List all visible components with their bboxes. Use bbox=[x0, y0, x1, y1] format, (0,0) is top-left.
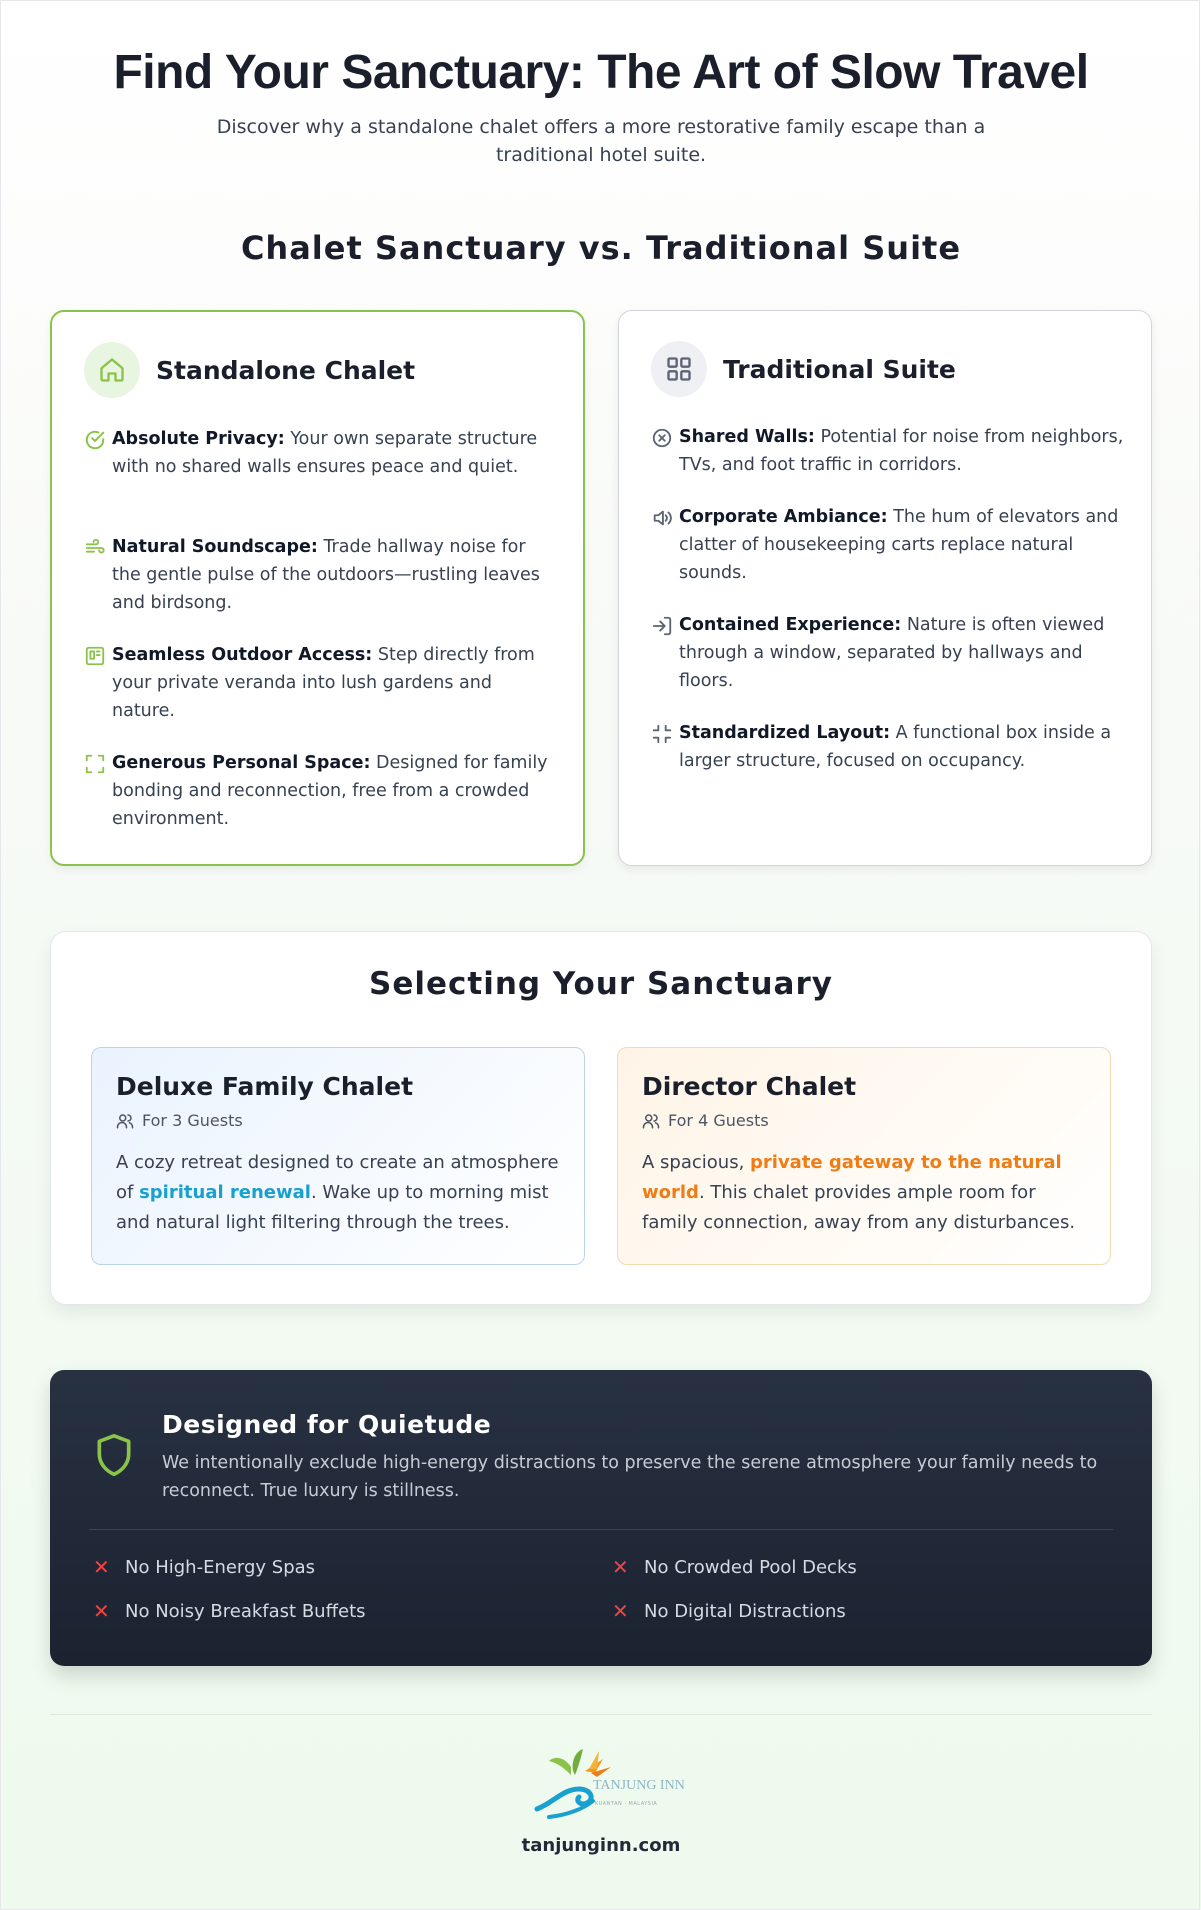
room-description bbox=[116, 1148, 560, 1238]
exclusion-item bbox=[612, 1599, 846, 1623]
room-description-highlight: spiritual renewal bbox=[139, 1182, 311, 1203]
divider bbox=[89, 1529, 1113, 1530]
suite-card bbox=[618, 310, 1152, 866]
users-icon bbox=[116, 1112, 134, 1130]
close-icon: ✕ bbox=[612, 1599, 629, 1623]
suite-card-title: Traditional Suite bbox=[723, 354, 956, 384]
chalet-feature bbox=[84, 425, 559, 481]
room-selection-card bbox=[50, 931, 1152, 1305]
chalet-card bbox=[50, 310, 585, 866]
suite-card-header bbox=[651, 341, 956, 397]
room-name: Director Chalet bbox=[642, 1072, 857, 1101]
close-icon: ✕ bbox=[93, 1555, 110, 1579]
footer-divider bbox=[50, 1714, 1152, 1715]
logo-tagline: KUANTAN · MALAYSIA bbox=[595, 1801, 658, 1807]
room-description-text: . This chalet provides ample room for family connection, away from any disturbances. bbox=[642, 1182, 1076, 1233]
page-subtitle: Discover why a standalone chalet offers a more restorative family escape than a traditional hotel suite. bbox=[216, 116, 986, 166]
feature-text: Potential for noise from neighbors, TVs, and foot traffic in corridors. bbox=[679, 427, 1124, 475]
room-name: Deluxe Family Chalet bbox=[116, 1072, 414, 1101]
shrink-icon bbox=[651, 723, 679, 775]
chalet-feature bbox=[84, 641, 559, 725]
exclusion-item bbox=[93, 1555, 315, 1579]
room-card-director-chalet[interactable] bbox=[617, 1047, 1111, 1265]
exclusion-label: No Digital Distractions bbox=[644, 1600, 846, 1622]
page-title: Find Your Sanctuary: The Art of Slow Travel bbox=[113, 46, 1089, 99]
chalet-card-header bbox=[84, 342, 415, 398]
feature-text: A functional box inside a larger structure, focused on occupancy. bbox=[679, 723, 1112, 771]
close-icon: ✕ bbox=[93, 1599, 110, 1623]
feature-title: Seamless Outdoor Access: bbox=[112, 645, 373, 665]
room-description bbox=[642, 1148, 1086, 1238]
feature-title: Standardized Layout: bbox=[679, 723, 891, 743]
exclusion-item bbox=[93, 1599, 366, 1623]
suite-feature bbox=[651, 423, 1126, 479]
suite-feature bbox=[651, 611, 1126, 695]
room-description-text: A cozy retreat designed to create an atmosphere of bbox=[116, 1152, 559, 1203]
feature-title: Generous Personal Space: bbox=[112, 753, 371, 773]
feature-title: Contained Experience: bbox=[679, 615, 902, 635]
home-icon bbox=[84, 342, 140, 398]
quietude-description: We intentionally exclude high-energy distractions to preserve the serene atmosphere your family needs to reconnect. True luxury is stillness. bbox=[162, 1453, 1098, 1501]
feature-text: Trade hallway noise for the gentle pulse of the outdoors—rustling leaves and birdsong. bbox=[112, 537, 540, 613]
quietude-panel bbox=[50, 1370, 1152, 1666]
room-guests-label: For 4 Guests bbox=[668, 1111, 769, 1130]
suite-feature bbox=[651, 719, 1126, 775]
x-circle-icon bbox=[651, 427, 679, 479]
quietude-title: Designed for Quietude bbox=[162, 1410, 492, 1439]
room-card-deluxe-family-chalet[interactable] bbox=[91, 1047, 585, 1265]
exclusion-label: No Noisy Breakfast Buffets bbox=[125, 1600, 366, 1622]
room-description-text: A spacious, bbox=[642, 1152, 751, 1173]
log-in-icon bbox=[651, 615, 679, 695]
chalet-feature bbox=[84, 533, 559, 617]
site-link[interactable]: tanjunginn.com bbox=[521, 1835, 681, 1856]
volume-icon bbox=[651, 507, 679, 587]
feature-text: Nature is often viewed through a window, separated by hallways and floors. bbox=[679, 615, 1105, 691]
room-description-highlight: private gateway to the natural world bbox=[642, 1152, 1062, 1203]
feature-text: The hum of elevators and clatter of housekeeping carts replace natural sounds. bbox=[679, 507, 1119, 583]
close-icon: ✕ bbox=[612, 1555, 629, 1579]
exclusion-label: No Crowded Pool Decks bbox=[644, 1556, 857, 1578]
chalet-feature bbox=[84, 749, 559, 833]
logo-text: TANJUNG INN bbox=[593, 1778, 685, 1793]
room-guests bbox=[642, 1111, 1086, 1130]
comparison-title: Chalet Sanctuary vs. Traditional Suite bbox=[240, 229, 962, 267]
feature-title: Shared Walls: bbox=[679, 427, 815, 447]
room-description-text: . Wake up to morning mist and natural light filtering through the trees. bbox=[116, 1182, 549, 1233]
feature-text: Designed for family bonding and reconnection, free from a crowded environment. bbox=[112, 753, 548, 829]
feature-text: Step directly from your private veranda into lush gardens and nature. bbox=[112, 645, 535, 721]
feature-title: Natural Soundscape: bbox=[112, 537, 318, 557]
users-icon bbox=[642, 1112, 660, 1130]
chalet-card-title: Standalone Chalet bbox=[156, 355, 416, 385]
check-circle-icon bbox=[84, 429, 112, 481]
exclusion-item bbox=[612, 1555, 857, 1579]
exclusion-label: No High-Energy Spas bbox=[125, 1556, 316, 1578]
expand-icon bbox=[84, 753, 112, 833]
feature-text: Your own separate structure with no shared walls ensures peace and quiet. bbox=[112, 429, 538, 477]
grid-icon bbox=[651, 341, 707, 397]
layout-icon bbox=[84, 645, 112, 725]
tanjung-inn-logo bbox=[533, 1745, 685, 1831]
room-guests bbox=[116, 1111, 560, 1130]
selection-title: Selecting Your Sanctuary bbox=[369, 966, 833, 1002]
room-guests-label: For 3 Guests bbox=[142, 1111, 243, 1130]
feature-title: Corporate Ambiance: bbox=[679, 507, 888, 527]
shield-icon bbox=[92, 1432, 136, 1484]
suite-feature bbox=[651, 503, 1126, 587]
feature-title: Absolute Privacy: bbox=[112, 429, 285, 449]
wind-icon bbox=[84, 537, 112, 617]
